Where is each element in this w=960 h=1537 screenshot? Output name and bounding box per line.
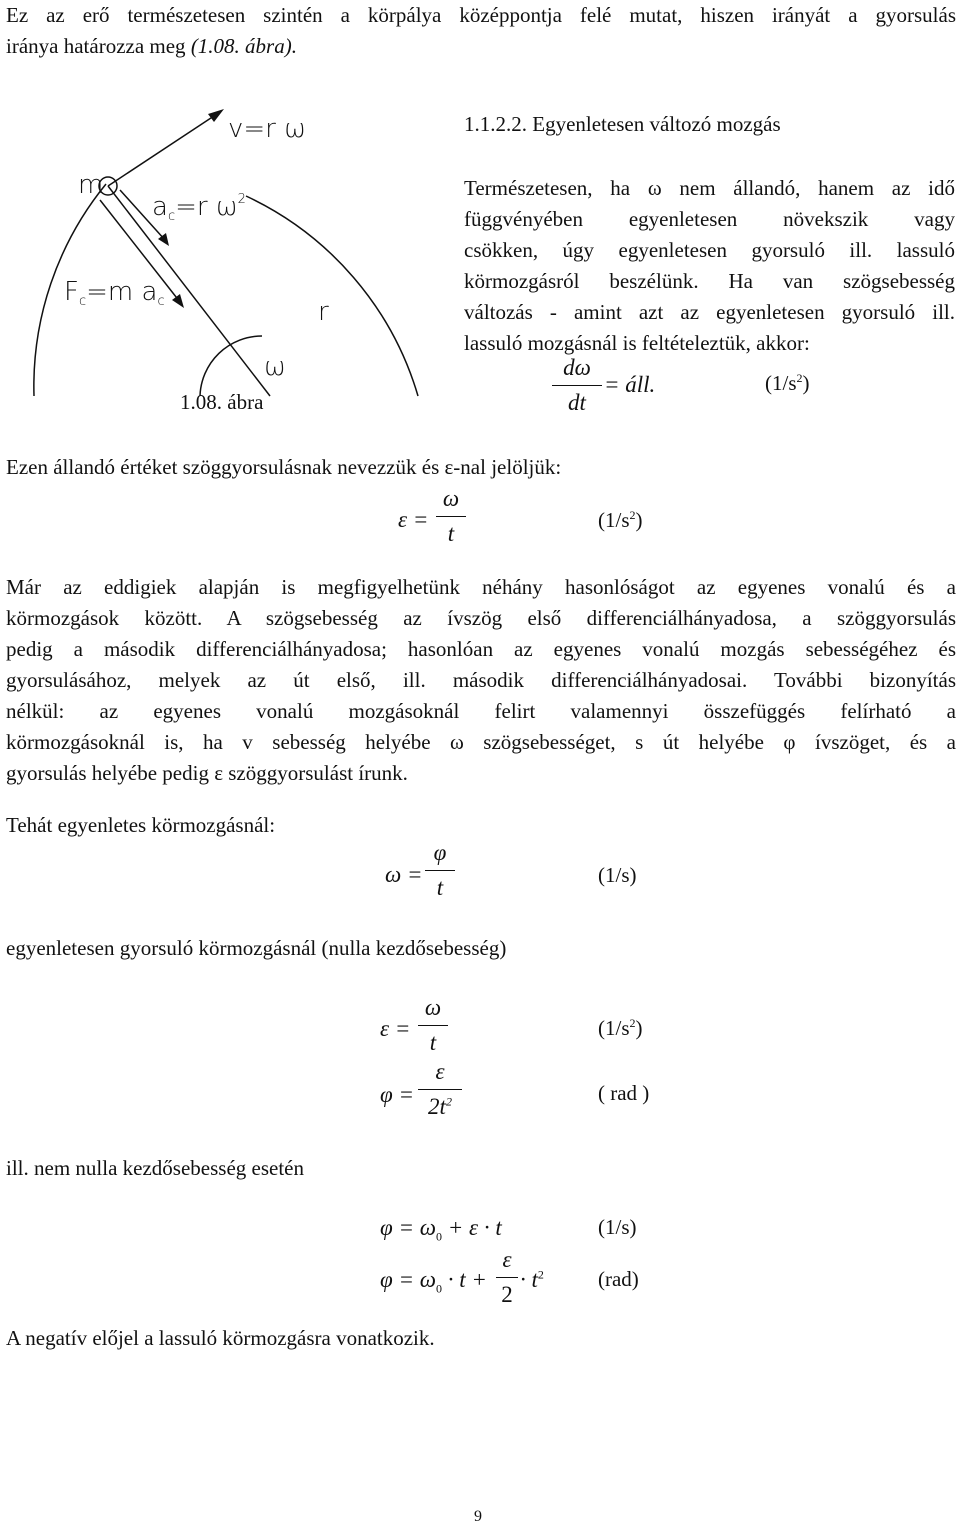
- nonzero-initial-label: ill. nem nulla kezdősebesség esetén: [6, 1156, 304, 1180]
- circular-motion-diagram: [0, 100, 440, 400]
- section-line: változás - amint azt az egyenletesen gyorsuló ill.: [464, 300, 955, 324]
- section-heading: 1.1.2.2. Egyenletesen változó mozgás: [464, 112, 781, 136]
- paragraph-line: pedig a második differenciálhányadosa; hasonlóan az egyenes vonalú mozgás sebességéhez és: [6, 637, 956, 661]
- eq-phi-unit: ( rad ): [598, 1081, 650, 1105]
- closing-note: A negatív előjel a lassuló körmozgásra vonatkozik.: [6, 1326, 435, 1350]
- section-line: lassuló mozgásnál is feltételeztük, akkor:: [464, 331, 810, 355]
- force-arrowhead: [172, 294, 184, 308]
- label-fc: Fc=m ac: [64, 277, 165, 309]
- eq-phi-angle-left: $\varphi = \omega_0 \cdot t$ +: [380, 1267, 487, 1296]
- section-line: körmozgásról beszélünk. Ha van szögsebesség: [464, 269, 955, 293]
- page-number: 9: [474, 1508, 482, 1525]
- paragraph-line: körmozgások között. A szögsebesség az ívszög első differenciálhányadosa, a szöggyorsulás: [6, 606, 956, 630]
- eq-epsilon-frac: ω t: [436, 484, 466, 549]
- eq-phi-velocity-unit: (1/s): [598, 1215, 637, 1239]
- label-r: r: [318, 297, 329, 327]
- label-ac: ac=r $\omega^2$: [152, 192, 246, 224]
- figure-caption: 1.08. ábra: [180, 390, 264, 414]
- eq-phi-angle-frac: ε 2: [496, 1245, 518, 1310]
- eq-epsilon-lhs: ε =: [398, 507, 429, 532]
- accelerating-motion-label: egyenletesen gyorsuló körmozgásnál (nulla kezdősebesség): [6, 936, 507, 960]
- eq-phi-lhs: φ =: [380, 1082, 414, 1107]
- paragraph-line: gyorsulásához, melyek az út első, ill. második differenciálhányadosai. További bizonyítás: [6, 668, 956, 692]
- eq-phi-angle-unit: (rad): [598, 1267, 639, 1291]
- eq-phi-angle-right: · $t^2$: [520, 1267, 544, 1292]
- uniform-motion-label: Tehát egyenletes körmozgásnál:: [6, 813, 276, 837]
- equation-domega-dt: dω dt: [552, 353, 602, 418]
- paragraph-line: Már az eddigiek alapján is megfigyelhetünk néhány hasonlóságot az egyenes vonalú és a: [6, 575, 956, 599]
- eq-epsilon-unit: $(1/s^2)$: [598, 508, 643, 532]
- figure-reference: (1.08. ábra).: [190, 34, 297, 58]
- paragraph-line: gyorsulás helyébe pedig ε szöggyorsulást írunk.: [6, 761, 408, 785]
- eq-phi-frac: ε $2t^2$: [418, 1057, 462, 1122]
- intro-paragraph: [6, 0, 956, 31]
- analogy-paragraph: [6, 572, 956, 789]
- paragraph-line: körmozgásoknál is, ha v sebesség helyébe ω szögsebességet, s út helyébe φ ívszöget, és a: [6, 730, 956, 754]
- section-line: függvényében egyenletesen növekszik vagy: [464, 207, 955, 231]
- angle-arc: [200, 336, 262, 396]
- section-line: csökken, úgy egyenletesen gyorsuló ill. lassuló: [464, 238, 955, 262]
- eq-omega-unit: (1/s): [598, 863, 637, 887]
- angular-acceleration-intro: Ezen állandó értéket szöggyorsulásnak nevezzük és ε-nal jelöljük:: [6, 455, 562, 479]
- eq-omega-lhs: ω =: [385, 862, 423, 887]
- label-v: v=r ω: [228, 114, 306, 144]
- equation-unit: $(1/s^2)$: [765, 371, 810, 395]
- eq-eps2-lhs: ε =: [380, 1016, 411, 1041]
- eq-eps2-frac: ω t: [418, 993, 448, 1058]
- velocity-vector: [108, 112, 220, 186]
- eq-phi-velocity: $\varphi = \omega_0 + \varepsilon \cdot t$: [380, 1215, 502, 1244]
- velocity-arrowhead: [208, 109, 224, 122]
- eq-omega-frac: φ t: [425, 838, 455, 903]
- intro-line-2: iránya határozza meg (1.08. ábra).: [6, 34, 297, 58]
- section-paragraph: [464, 173, 955, 359]
- section-line: Természetesen, ha ω nem állandó, hanem az idő: [464, 176, 955, 200]
- eq-eps2-unit: $(1/s^2)$: [598, 1016, 643, 1040]
- label-omega: ω: [264, 352, 286, 382]
- label-m: m: [78, 170, 104, 200]
- paragraph-line: nélkül: az egyenes vonalú mozgásoknál felirt valamennyi összefüggés felírható a: [6, 699, 956, 723]
- intro-line-1: Ez az erő természetesen szintén a körpálya középpontja felé mutat, hiszen irányát a gyorsulás: [6, 3, 956, 27]
- equation-rhs: = áll.: [604, 372, 656, 397]
